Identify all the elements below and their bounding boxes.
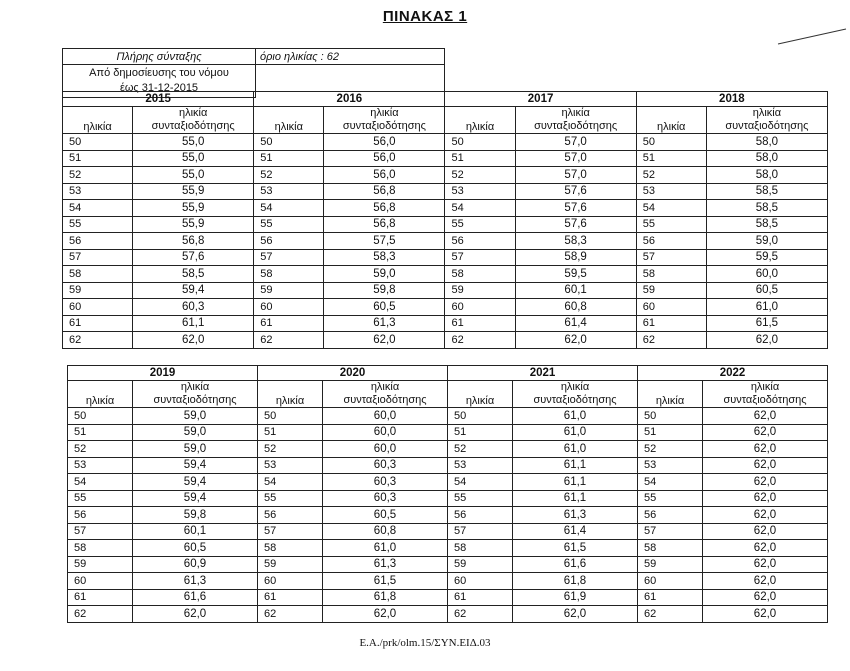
age-cell: 55 — [254, 216, 324, 233]
pension-age-cell: 57,6 — [515, 183, 636, 200]
age-cell: 57 — [258, 523, 323, 540]
pension-age-cell: 60,3 — [323, 474, 448, 491]
age-cell: 60 — [638, 573, 703, 590]
pension-age-column-header: ηλικία συνταξιοδότησης — [133, 381, 258, 408]
pension-age-cell: 58,5 — [706, 216, 827, 233]
table-row — [63, 315, 828, 332]
pension-age-cell: 59,4 — [133, 490, 258, 507]
pension-age-cell: 62,0 — [703, 523, 828, 540]
age-cell: 62 — [448, 606, 513, 623]
pension-age-cell: 62,0 — [513, 606, 638, 623]
pension-age-cell: 56,0 — [324, 167, 445, 184]
age-cell: 60 — [636, 299, 706, 316]
age-cell: 59 — [258, 556, 323, 573]
document-reference: Ε.Α./prk/olm.15/ΣΥΝ.ΕΙΔ.03 — [359, 637, 491, 649]
table-row — [63, 216, 828, 233]
pension-age-cell: 59,5 — [515, 266, 636, 283]
age-cell: 56 — [638, 507, 703, 524]
table-row — [68, 573, 828, 590]
pension-age-cell: 61,0 — [706, 299, 827, 316]
age-cell: 54 — [636, 200, 706, 217]
age-cell: 57 — [63, 249, 133, 266]
pension-age-cell: 59,0 — [133, 424, 258, 441]
age-cell: 51 — [68, 424, 133, 441]
pension-age-cell: 62,0 — [703, 474, 828, 491]
age-cell: 58 — [445, 266, 515, 283]
pension-age-cell: 57,6 — [133, 249, 254, 266]
age-cell: 60 — [448, 573, 513, 590]
table-row — [68, 441, 828, 458]
age-cell: 50 — [63, 134, 133, 151]
age-cell: 61 — [63, 315, 133, 332]
table-row — [63, 249, 828, 266]
year-header: 2022 — [638, 366, 828, 381]
pension-age-cell: 60,3 — [323, 457, 448, 474]
pension-age-cell: 62,0 — [703, 408, 828, 425]
table-row — [63, 183, 828, 200]
pension-age-cell: 62,0 — [703, 589, 828, 606]
pension-age-cell: 61,3 — [323, 556, 448, 573]
age-cell: 58 — [638, 540, 703, 557]
age-cell: 54 — [258, 474, 323, 491]
age-cell: 61 — [445, 315, 515, 332]
pension-age-cell: 59,8 — [133, 507, 258, 524]
pension-age-cell: 60,5 — [324, 299, 445, 316]
year-header: 2015 — [63, 92, 254, 107]
age-cell: 56 — [254, 233, 324, 250]
age-column-header: ηλικία — [68, 381, 133, 408]
age-cell: 55 — [63, 216, 133, 233]
year-header: 2021 — [448, 366, 638, 381]
table-row — [63, 200, 828, 217]
age-cell: 54 — [638, 474, 703, 491]
pension-age-cell: 60,0 — [323, 441, 448, 458]
pension-age-cell: 56,0 — [324, 150, 445, 167]
pension-age-cell: 58,0 — [706, 134, 827, 151]
pension-age-cell: 61,5 — [513, 540, 638, 557]
pension-age-column-header: ηλικία συνταξιοδότησης — [133, 107, 254, 134]
age-cell: 56 — [445, 233, 515, 250]
age-cell: 51 — [445, 150, 515, 167]
year-header: 2020 — [258, 366, 448, 381]
age-cell: 53 — [636, 183, 706, 200]
age-cell: 62 — [445, 332, 515, 349]
page-title: ΠΙΝΑΚΑΣ 1 — [382, 8, 468, 25]
pension-age-cell: 62,0 — [703, 606, 828, 623]
age-cell: 62 — [638, 606, 703, 623]
pension-age-cell: 55,9 — [133, 216, 254, 233]
pension-age-cell: 61,1 — [133, 315, 254, 332]
age-cell: 55 — [258, 490, 323, 507]
pension-age-cell: 59,4 — [133, 282, 254, 299]
table-row — [68, 507, 828, 524]
age-cell: 56 — [68, 507, 133, 524]
age-cell: 58 — [68, 540, 133, 557]
age-cell: 50 — [445, 134, 515, 151]
pension-age-cell: 58,5 — [706, 183, 827, 200]
pension-age-cell: 61,3 — [324, 315, 445, 332]
pension-age-cell: 62,0 — [133, 606, 258, 623]
pension-age-cell: 60,5 — [706, 282, 827, 299]
age-cell: 55 — [445, 216, 515, 233]
age-cell: 55 — [448, 490, 513, 507]
table-row — [68, 408, 828, 425]
age-cell: 53 — [63, 183, 133, 200]
pension-age-cell: 58,3 — [324, 249, 445, 266]
table-row — [63, 282, 828, 299]
age-cell: 62 — [68, 606, 133, 623]
age-cell: 60 — [68, 573, 133, 590]
pension-age-cell: 61,3 — [133, 573, 258, 590]
pension-age-cell: 61,9 — [513, 589, 638, 606]
age-column-header: ηλικία — [638, 381, 703, 408]
age-cell: 55 — [636, 216, 706, 233]
pension-age-cell: 57,6 — [515, 200, 636, 217]
pension-age-column-header: ηλικία συνταξιοδότησης — [323, 381, 448, 408]
year-header: 2018 — [636, 92, 827, 107]
table-row — [63, 233, 828, 250]
table-row — [68, 523, 828, 540]
age-cell: 62 — [636, 332, 706, 349]
pension-age-cell: 62,0 — [515, 332, 636, 349]
pension-age-column-header: ηλικία συνταξιοδότησης — [324, 107, 445, 134]
pension-age-cell: 60,3 — [133, 299, 254, 316]
age-cell: 62 — [258, 606, 323, 623]
pension-age-cell: 55,9 — [133, 200, 254, 217]
age-cell: 57 — [638, 523, 703, 540]
age-cell: 60 — [63, 299, 133, 316]
pension-age-cell: 62,0 — [703, 490, 828, 507]
age-cell: 59 — [254, 282, 324, 299]
pension-age-cell: 57,5 — [324, 233, 445, 250]
age-cell: 52 — [445, 167, 515, 184]
pension-age-cell: 61,1 — [513, 490, 638, 507]
pension-age-cell: 56,8 — [324, 200, 445, 217]
pension-age-cell: 61,4 — [513, 523, 638, 540]
pension-age-cell: 60,8 — [515, 299, 636, 316]
age-cell: 61 — [258, 589, 323, 606]
age-cell: 61 — [254, 315, 324, 332]
age-cell: 58 — [258, 540, 323, 557]
pension-age-cell: 55,9 — [133, 183, 254, 200]
age-cell: 53 — [68, 457, 133, 474]
pension-age-cell: 60,0 — [323, 408, 448, 425]
age-cell: 54 — [254, 200, 324, 217]
pension-age-cell: 56,8 — [324, 216, 445, 233]
pension-age-cell: 58,3 — [515, 233, 636, 250]
age-cell: 58 — [254, 266, 324, 283]
age-cell: 53 — [448, 457, 513, 474]
pension-age-cell: 61,4 — [515, 315, 636, 332]
pension-age-cell: 62,0 — [133, 332, 254, 349]
pension-age-cell: 61,5 — [323, 573, 448, 590]
age-cell: 61 — [448, 589, 513, 606]
pension-age-cell: 61,0 — [513, 424, 638, 441]
pension-age-cell: 55,0 — [133, 134, 254, 151]
age-cell: 56 — [63, 233, 133, 250]
pension-age-column-header: ηλικία συνταξιοδότησης — [513, 381, 638, 408]
table-row — [63, 167, 828, 184]
pension-age-cell: 62,0 — [703, 457, 828, 474]
pension-age-cell: 62,0 — [703, 441, 828, 458]
pension-age-table-2019-2022 — [67, 365, 828, 623]
pension-age-cell: 61,8 — [513, 573, 638, 590]
age-cell: 55 — [68, 490, 133, 507]
pension-age-cell: 59,4 — [133, 474, 258, 491]
pension-age-cell: 56,0 — [324, 134, 445, 151]
table-row — [68, 490, 828, 507]
age-cell: 57 — [448, 523, 513, 540]
pension-age-cell: 61,5 — [706, 315, 827, 332]
table-row — [63, 299, 828, 316]
pension-age-cell: 58,9 — [515, 249, 636, 266]
age-cell: 54 — [448, 474, 513, 491]
age-cell: 53 — [638, 457, 703, 474]
age-cell: 53 — [445, 183, 515, 200]
pension-age-cell: 59,0 — [706, 233, 827, 250]
age-cell: 58 — [63, 266, 133, 283]
pension-age-cell: 61,0 — [513, 408, 638, 425]
age-cell: 60 — [258, 573, 323, 590]
age-cell: 51 — [636, 150, 706, 167]
pension-age-cell: 58,5 — [706, 200, 827, 217]
pension-age-cell: 58,0 — [706, 150, 827, 167]
age-column-header: ηλικία — [258, 381, 323, 408]
pension-age-cell: 59,4 — [133, 457, 258, 474]
age-cell: 54 — [63, 200, 133, 217]
pension-age-cell: 61,1 — [513, 457, 638, 474]
pension-age-cell: 59,0 — [133, 408, 258, 425]
age-cell: 58 — [448, 540, 513, 557]
age-cell: 59 — [636, 282, 706, 299]
pension-age-cell: 57,0 — [515, 167, 636, 184]
age-cell: 51 — [638, 424, 703, 441]
table-row — [68, 606, 828, 623]
age-cell: 52 — [68, 441, 133, 458]
age-column-header: ηλικία — [445, 107, 515, 134]
age-cell: 50 — [636, 134, 706, 151]
pension-age-cell: 60,5 — [133, 540, 258, 557]
table-row — [63, 332, 828, 349]
pension-age-cell: 58,5 — [133, 266, 254, 283]
pension-age-cell: 57,0 — [515, 134, 636, 151]
pension-age-cell: 61,3 — [513, 507, 638, 524]
pension-age-cell: 58,0 — [706, 167, 827, 184]
pension-age-cell: 62,0 — [323, 606, 448, 623]
age-cell: 57 — [636, 249, 706, 266]
age-cell: 59 — [63, 282, 133, 299]
age-column-header: ηλικία — [448, 381, 513, 408]
age-cell: 62 — [254, 332, 324, 349]
age-cell: 56 — [636, 233, 706, 250]
pension-age-column-header: ηλικία συνταξιοδότησης — [706, 107, 827, 134]
pension-age-cell: 61,0 — [513, 441, 638, 458]
pension-age-cell: 61,8 — [323, 589, 448, 606]
age-cell: 55 — [638, 490, 703, 507]
age-cell: 61 — [636, 315, 706, 332]
age-cell: 59 — [638, 556, 703, 573]
age-cell: 61 — [68, 589, 133, 606]
age-cell: 50 — [448, 408, 513, 425]
pension-age-cell: 59,0 — [324, 266, 445, 283]
pension-age-cell: 55,0 — [133, 167, 254, 184]
age-cell: 52 — [638, 441, 703, 458]
age-cell: 59 — [68, 556, 133, 573]
law-period-label: Από δημοσίευσης του νόμου έως 31-12-2015 — [63, 65, 256, 98]
age-cell: 52 — [448, 441, 513, 458]
age-cell: 50 — [258, 408, 323, 425]
pension-age-cell: 59,8 — [324, 282, 445, 299]
table-row — [68, 424, 828, 441]
pension-age-cell: 60,8 — [323, 523, 448, 540]
age-cell: 51 — [63, 150, 133, 167]
year-header: 2019 — [68, 366, 258, 381]
pension-age-cell: 56,8 — [133, 233, 254, 250]
age-cell: 52 — [258, 441, 323, 458]
age-cell: 57 — [445, 249, 515, 266]
pension-age-cell: 60,1 — [133, 523, 258, 540]
age-column-header: ηλικία — [63, 107, 133, 134]
pension-age-cell: 56,8 — [324, 183, 445, 200]
table-row — [68, 457, 828, 474]
pension-age-cell: 59,0 — [133, 441, 258, 458]
year-header: 2016 — [254, 92, 445, 107]
age-cell: 58 — [636, 266, 706, 283]
age-cell: 52 — [254, 167, 324, 184]
age-cell: 53 — [258, 457, 323, 474]
age-cell: 54 — [445, 200, 515, 217]
age-cell: 62 — [63, 332, 133, 349]
age-cell: 56 — [258, 507, 323, 524]
pension-age-cell: 62,0 — [703, 556, 828, 573]
pension-age-cell: 62,0 — [703, 573, 828, 590]
age-cell: 57 — [254, 249, 324, 266]
age-cell: 56 — [448, 507, 513, 524]
pension-age-cell: 60,0 — [323, 424, 448, 441]
age-cell: 50 — [68, 408, 133, 425]
pension-age-table-2015-2018 — [62, 91, 828, 349]
pension-age-cell: 57,6 — [515, 216, 636, 233]
age-cell: 51 — [258, 424, 323, 441]
age-cell: 50 — [638, 408, 703, 425]
pension-age-cell: 61,0 — [323, 540, 448, 557]
age-cell: 50 — [254, 134, 324, 151]
age-cell: 59 — [448, 556, 513, 573]
table-row — [68, 540, 828, 557]
age-cell: 61 — [638, 589, 703, 606]
age-cell: 59 — [445, 282, 515, 299]
age-cell: 53 — [254, 183, 324, 200]
pension-age-cell: 62,0 — [703, 424, 828, 441]
pension-age-cell: 55,0 — [133, 150, 254, 167]
age-limit-label: όριο ηλικίας : 62 — [256, 49, 445, 65]
table-row — [63, 266, 828, 283]
full-service-label: Πλήρης σύνταξης — [63, 49, 256, 65]
pension-age-cell: 62,0 — [324, 332, 445, 349]
table-row — [63, 134, 828, 151]
pension-age-cell: 60,3 — [323, 490, 448, 507]
pension-age-cell: 61,6 — [513, 556, 638, 573]
age-cell: 51 — [254, 150, 324, 167]
table-row — [68, 556, 828, 573]
pension-age-cell: 62,0 — [703, 540, 828, 557]
age-column-header: ηλικία — [254, 107, 324, 134]
pension-age-cell: 60,1 — [515, 282, 636, 299]
pension-age-cell: 60,0 — [706, 266, 827, 283]
age-cell: 60 — [254, 299, 324, 316]
pension-age-cell: 62,0 — [703, 507, 828, 524]
pension-age-column-header: ηλικία συνταξιοδότησης — [515, 107, 636, 134]
age-cell: 52 — [636, 167, 706, 184]
pension-age-column-header: ηλικία συνταξιοδότησης — [703, 381, 828, 408]
pension-age-cell: 60,5 — [323, 507, 448, 524]
pension-age-cell: 61,6 — [133, 589, 258, 606]
pension-age-cell: 59,5 — [706, 249, 827, 266]
age-column-header: ηλικία — [636, 107, 706, 134]
age-cell: 60 — [445, 299, 515, 316]
table-row — [63, 150, 828, 167]
age-cell: 57 — [68, 523, 133, 540]
age-cell: 51 — [448, 424, 513, 441]
table-row — [68, 589, 828, 606]
pension-age-cell: 57,0 — [515, 150, 636, 167]
pension-age-cell: 61,1 — [513, 474, 638, 491]
year-header: 2017 — [445, 92, 636, 107]
pension-age-cell: 60,9 — [133, 556, 258, 573]
age-cell: 52 — [63, 167, 133, 184]
table-row — [68, 474, 828, 491]
age-cell: 54 — [68, 474, 133, 491]
pension-age-cell: 62,0 — [706, 332, 827, 349]
